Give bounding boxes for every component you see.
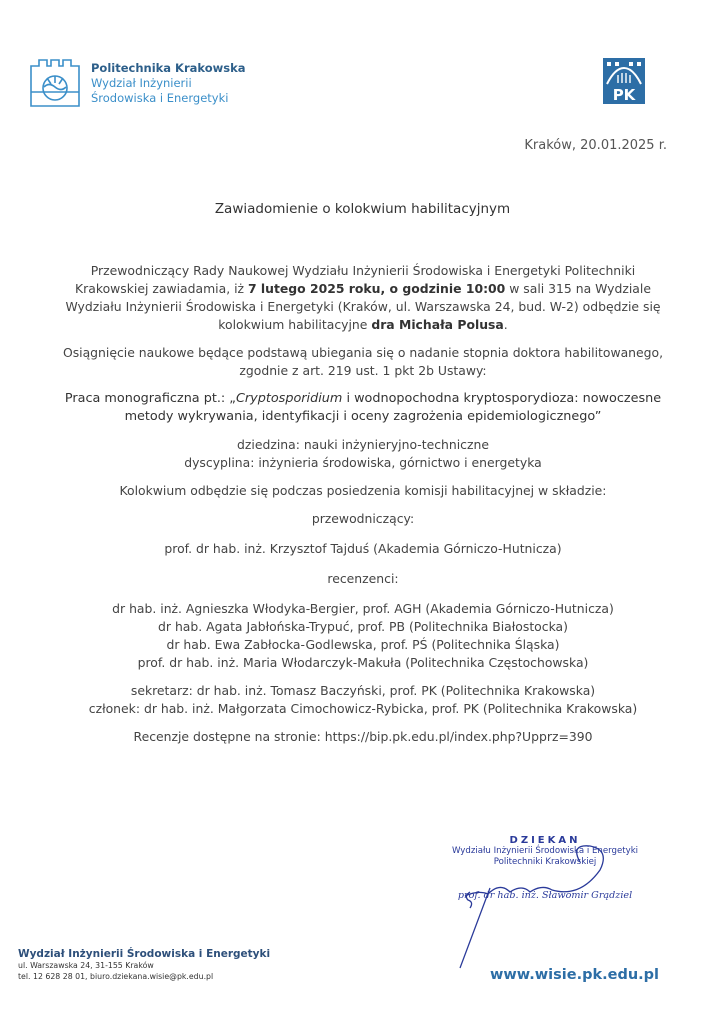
footer-phone-email: tel. 12 628 28 01, biuro.dziekana.wisie@pk.edu.pl: [18, 972, 214, 981]
pk-logo-text: PK: [612, 86, 636, 104]
field-text: dziedzina: nauki inżynieryjno-techniczne: [237, 437, 489, 452]
document-body: [58, 262, 668, 756]
colloquium-datetime: 7 lutego 2025 roku, o godzinie 10:00: [247, 281, 506, 296]
chair-label: przewodniczący:: [311, 511, 415, 526]
intro-paragraph: [58, 262, 668, 334]
reviewer-item: dr hab. Agata Jabłońska-Trypuć, prof. PB (Politechnika Białostocka): [158, 619, 568, 634]
reviewers-label: recenzenci:: [327, 571, 399, 586]
intro-text-3: .: [503, 317, 508, 332]
chair-name: prof. dr hab. inż. Krzysztof Tajduś (Akademia Górniczo-Hutnicza): [164, 541, 562, 556]
work-prefix: Praca monograficzna pt.: „: [64, 391, 236, 406]
reviewers-list: [58, 600, 668, 672]
stamp-line1: Wydziału Inżynierii Środowiska i Energetyki: [451, 846, 639, 856]
field-discipline: [58, 436, 668, 472]
footer-contact: [18, 948, 270, 982]
member: członek: dr hab. inż. Małgorzata Cimochowicz-Rybicka, prof. PK (Politechnika Krakowska): [88, 701, 638, 716]
reviewer-item: dr hab. Ewa Zabłocka-Godlewska, prof. PŚ (Politechnika Śląska): [166, 637, 560, 652]
reviews-link[interactable]: Recenzje dostępne na stronie: https://bip.pk.edu.pl/index.php?Upprz=390: [133, 729, 593, 744]
university-name: Politechnika Krakowska: [91, 61, 246, 75]
faculty-name-line2: Środowiska i Energetyki: [91, 91, 229, 105]
work-title-paragraph: [58, 390, 668, 426]
secretary: sekretarz: dr hab. inż. Tomasz Baczyński, prof. PK (Politechnika Krakowska): [130, 683, 596, 698]
reviewer-item: dr hab. inż. Agnieszka Włodyka-Bergier, prof. AGH (Akademia Górniczo-Hutnicza): [112, 601, 614, 616]
faculty-name-block: [91, 61, 246, 106]
document-date: Kraków, 20.01.2025 r.: [524, 138, 667, 153]
committee-intro: Kolokwium odbędzie się podczas posiedzenia komisji habilitacyjnej w składzie:: [119, 483, 607, 498]
footer-faculty: Wydział Inżynierii Środowiska i Energetyki: [18, 948, 271, 960]
work-title-rest: i wodnopochodna kryptosporydioza: nowoczesne metody wykrywania, identyfikacji i oceny zagrożenia epidemiologicznego”: [124, 391, 662, 424]
intro-text-1: Przewodniczący Rady Naukowej Wydziału Inżynierii Środowiska i Energetyki Politechniki Krakowskiej zawiadamia, iż: [75, 263, 636, 296]
stamp-line2: Politechniki Krakowskiej: [493, 857, 597, 867]
discipline-text: dyscyplina: inżynieria środowiska, górnictwo i energetyka: [184, 455, 542, 470]
work-title-italic: Cryptosporidium: [235, 391, 343, 406]
reviewer-item: prof. dr hab. inż. Maria Włodarczyk-Makuła (Politechnika Częstochowska): [137, 655, 589, 670]
faculty-logo-icon: [29, 56, 81, 108]
document-title: Zawiadomienie o kolokwium habilitacyjnym: [214, 201, 511, 217]
candidate-name: dra Michała Polusa: [371, 317, 504, 332]
intro-text-2: w sali 315 na Wydziale Wydziału Inżynierii Środowiska i Energetyki (Kraków, ul. Warszawska 24, bud. W-2) odbędzie się kolokwium habilitacyjne: [65, 281, 661, 332]
signatory-name: prof. dr hab. inż. Sławomir Grądziel: [457, 890, 633, 901]
dean-stamp: [430, 835, 660, 901]
footer-website-link[interactable]: www.wisie.pk.edu.pl: [490, 967, 660, 983]
faculty-name-line1: Wydział Inżynierii: [91, 76, 192, 90]
pk-logo-icon: [603, 58, 645, 104]
achievement-paragraph: Osiągnięcie naukowe będące podstawą ubiegania się o nadanie stopnia doktora habilitowanego, zgodnie z art. 219 ust. 1 pkt 2b Ustawy:: [62, 345, 664, 378]
secretary-member: [58, 682, 668, 718]
stamp-title: DZIEKAN: [509, 835, 581, 846]
footer-address: ul. Warszawska 24, 31-155 Kraków: [18, 961, 154, 970]
